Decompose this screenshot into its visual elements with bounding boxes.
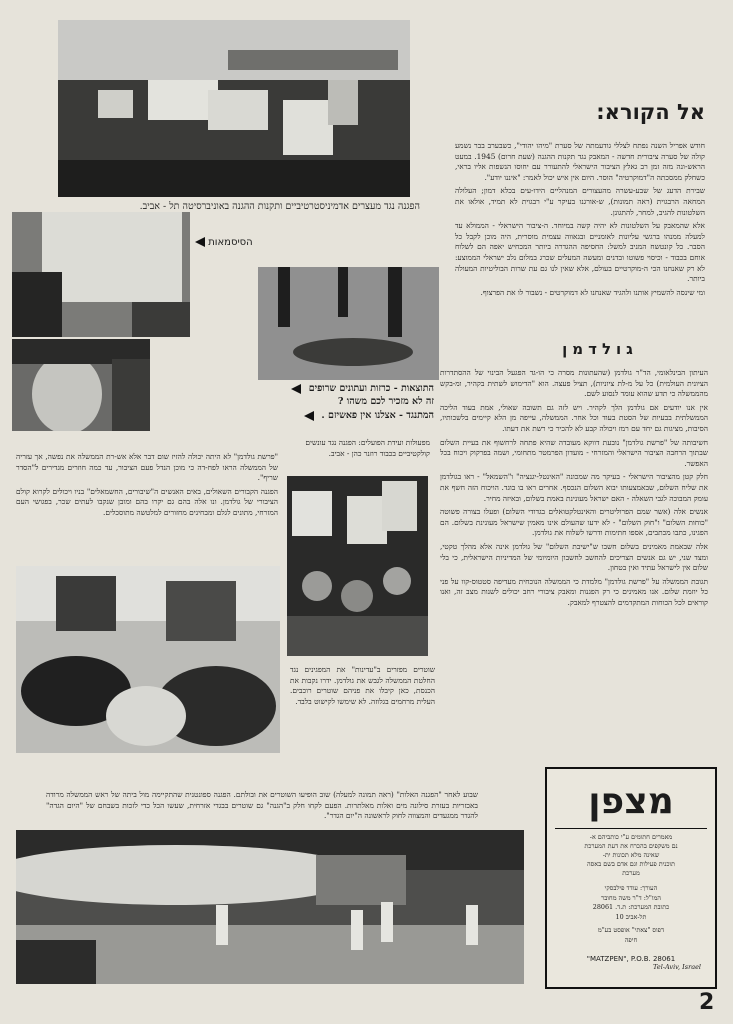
masthead-box	[545, 767, 717, 989]
slogans-label-group	[195, 237, 265, 248]
masthead-city-en: Tel-Aviv, Israel	[653, 963, 701, 971]
results-caption	[164, 383, 434, 395]
masthead-divider	[555, 828, 707, 829]
results-question: זה לא מזכיר לכם משהו ?	[337, 396, 434, 407]
page-number: 2	[699, 990, 715, 1015]
results-label: התוצאות - כרזות ועתונים שרופים	[308, 383, 434, 394]
editorial-body	[455, 141, 705, 298]
goldman-paragraph: העיתון הבינלאומי, הד"ר גולדמן (שהעתונות מסרה כי הו-גד הפגעל הבינוי של ההסתדרות הציונית העולמית) כל על מ-לת ציוניות), תציל פעצה. הוא "הדימוש לשתית בקהיר, ומ-בקש מהממשלה כי תדע שהוא עומד לנסוע לשם.	[440, 368, 708, 399]
arrow-left-icon	[291, 384, 301, 394]
water-cannon-photo	[16, 830, 524, 984]
masthead-name: מצפן	[588, 781, 674, 822]
goldman-paragraph: אין אנו יודעים אם גולדמן הלך לקהיר. ויש לזה גם תשובה שאולי, אמת בעוד הליכה הממשלתית בבעיות של הסטת בעוד וכל אחר. הממשלה, עייפה מן הלא קיימים בלשכותיו, הסיבות, מציגות גם יחד עם רמז ויכולה קבע לא להכיר כי רשת את דעתו.	[440, 402, 708, 433]
middle-column-text	[16, 452, 278, 519]
arrow-left-icon	[195, 237, 205, 247]
slogans-photo	[12, 212, 190, 337]
top-demonstration-photo	[58, 20, 410, 197]
goldman-paragraph: חלק קטן מהציבור הישראלי - בעיקר מה שמכונה "האינטל-יגנציה" ו"השמאל" - ראו בגולדמן את שליח השלום, שבאמצעותו יבוא השלום הנכסף. אחרים ראו בו בוגד. הויכוח הזה חשף את עומק המבוכה לגבי השאלה - האם ישראל מעונינת באמת בשלום, ובאיזה מחיר.	[440, 472, 708, 503]
masthead-info-line: מאמרים חתומים ע"י כותביהם א-	[589, 833, 673, 841]
bottom-paragraph: שבוע לאחר "הפגנה האלות" (ראה תמונה למעלה) שוב הופיעו השוטרים את ובולתם. הפגנה ספונטנית שהתקיימה מול ביתה של ראש הממשלה מרודה באכזריות בעזרת סילונה מים ואלות מאלתרות. הפעם לקחו חלק ב"הגנה" גם שוטרים בבגדי אזרחית, שעשו הכל כדי לזכות בשבחם של "היום הגדה" להגדר ממגעדים והמצווה לחוק לראשונה ה"יום הגדר".	[46, 790, 478, 821]
middle-paragraph: "פרשת גולדמן" לא היתה יכולה להזיז שום דבר אלא אש-רת הממשלה את נפשה, אך עזריה של הממשלה הראו לפח-דה כי מוכן הנדל פעם הציבור, עד כמה חוזרים מגדירים ל"הסדר שריף".	[16, 452, 278, 483]
masthead-address-en: "MATZPEN", P.O.B. 28061	[586, 955, 676, 963]
masthead-credit: המו"ל: ד"ר משה מחובר	[601, 893, 661, 902]
masthead-info-line: נם משקפים בהכרח את דעת המערכת	[584, 842, 678, 850]
face-photo	[12, 339, 150, 431]
masthead-credit: דפוס "צאתי" אופסט בע"מ	[597, 926, 665, 934]
goldman-body	[440, 368, 708, 778]
top-photo-caption: הפגנה נגד מעצרים אדמיניסטרטיביים ותקנות ההגנה באוניברסיטה תל - אביב.	[139, 201, 420, 212]
editorial-paragraph: חודש אפריל השנה נפתח לצללי גודעמתה של סערת "מיהו יהודי", כשבערב בבר נשמע קולה של סערה ציבורית חדשה - המאבק נגד תקנות ההגנה (שעת חרום) 1945. במעט הראש-ונה מזה זמן רב גאלץ הציבור הישראלי להתעורר עם יחוסו הנשפות אליו בראי, כשחלק ממסכתה ה"דמוקרטיה" הוסר. היום אין איש יכול לאמר: "איננו יודע".	[455, 141, 705, 182]
masthead-info-line: תוכנית פעילות וגם אדם בשם באסה	[586, 860, 676, 868]
editorial-paragraph: ומי שינסה להשמיץ אותנו ולהגיד שאנחנו לא דמוקרטים - נשבור לו את הפרצוף.	[480, 287, 705, 297]
goldman-paragraph: תגובת הממשלה על "פרשת גולדמן" מלמדת כי הממשלה הנוכחית מעדיפה סטטוס-קוו על פני כל יוזמת שלום. אנו מאמינים כי רק הפגנות ומאבק ציבורי רחב יכולים לשנות מצב זה, ואנו קוראים לכל הכוחות המתקדמים להצטרף למאבק.	[440, 576, 708, 607]
police-caption: שוטרים מפזרים ב"עדינות" את המפגינים נגד החלטת הממשלה לגבש את גולדמן. ידרו נקבות את הכנסת, כאן קיבלו את פניהם שוטרים רוכבים. העלית מרחמים בגלוזה. לא שימשו לקישוט בלבד.	[290, 665, 435, 706]
masthead-credit: חיפה	[624, 935, 638, 944]
arrow-left-icon	[304, 411, 314, 421]
opponent-caption	[164, 410, 434, 422]
goldman-title: גולדמן	[562, 340, 638, 358]
goldman-paragraph: אנשים אלה (אשר שמם הפרוליטרים והאינטלקטואלים בגדודי השלום) ופעלו בצורה פשוטה "כוחות השלום" ו"חוק השלום" - לא ידעו שהעולם אינו מאמין שישראל מעונינת בשלום. הם הפגינו, כתבו מכתבים, אספו חתימות ודרשו לשלוח את גולדמן.	[440, 507, 708, 538]
students-caption: מפעולות ועידת הפועלים: הפגנה נגד עונשים קולקטיביים בכבוד רוזנר כהן - אביב.	[305, 438, 430, 458]
masthead-credit: העורך: עודד פילבסקי	[604, 884, 658, 892]
editorial-title: אל הקורא:	[596, 100, 705, 124]
masthead-credit: כתובת המערכת: ת.ד. 28061	[592, 903, 670, 911]
masthead-credits	[547, 878, 715, 945]
masthead-info-line: שאינה מלא תכונות ית-	[602, 851, 660, 859]
placards-photo	[287, 476, 428, 656]
middle-paragraph: הפגנה הקבורים השאולים, באים האנשים ה"שיבורים, החשמאלים" בניו ויכולים לקרוא קולם הציבורי של גולדמן. ונו אלה בהם גם יקרו בהם ומובן שנקבו לעתים שכר, בפגושי העם המזרחי, מתונים לגלם ומבחינים מחזורים למלטשה מתוסכלים.	[16, 486, 278, 517]
masthead-info-line: מערכת	[622, 869, 640, 877]
burned-signs-photo	[258, 267, 439, 380]
editorial-paragraph: שבירת הדעג של שבע-עשרה מהעצורים המנהליים הידו-עים בכלא דמון; העלולה המחאה הרבגוית (ראה תמונות), ש-אורגנו בעיקר ע"י רבגוית לא תמיד, אולאו את השלטונות להגיב, למחר, להתגונן.	[455, 186, 705, 217]
masthead-credit: תל-אביב 10	[615, 912, 647, 921]
masthead-info	[547, 833, 715, 878]
goldman-paragraph: אלה שבאמת מאמינים בשלום חשבו ש"ישיבת השלום" של גולדמן אינה אלא מהלך טקטי, ומצד שני, יש גם אנשים הצריכים להחשב לחשבון היומיומי של המדיניות הישראלית, כי בלי שלום אין לישראל עתיד ואין בטחון.	[440, 541, 708, 573]
slogans-label: הסיסמאות	[208, 237, 253, 248]
editorial-paragraph: אלא שהמאבק על השלטונות לא יהיה קשה במיוחד. ה-ציבור הישראלי - הממולא עד למעלה ממנהו ברגשי עליונות לאומניים ובגאווה עצמית מוסרית, היה מוכן לקבל כל הסבר. כל קונטשח המניב למשל: החסיפה ההגדרה ביותר המכחיש יאפה הם לשלוח אוחם בכבוד - וכיסוי פשוטו ובדנים ומעשה המעלים שכרג במלום נלב ישראלי הממוצע: לא רק שאנחנו הכי ה-מוקרטיים בעולם, אלא שאין לנו גם עת שרות הבוליטיות המעולה ביותר.	[455, 221, 705, 284]
goldman-paragraph: חשיבותה של "פרשת גולדמן" נובעת דווקא מעובדה שהיא פתחה לרחשוף את בעיית השלום שבתוך הרחבה הציבור הישראלי והמזרחי - מועדון הפרמטר מתחומי, ושמה בפרקוק ויכוח בכל האפשר.	[440, 437, 708, 468]
opponent-label: המתנגד - אצלנו אין פאשיזם .	[321, 410, 434, 421]
police-horses-photo	[16, 566, 280, 753]
